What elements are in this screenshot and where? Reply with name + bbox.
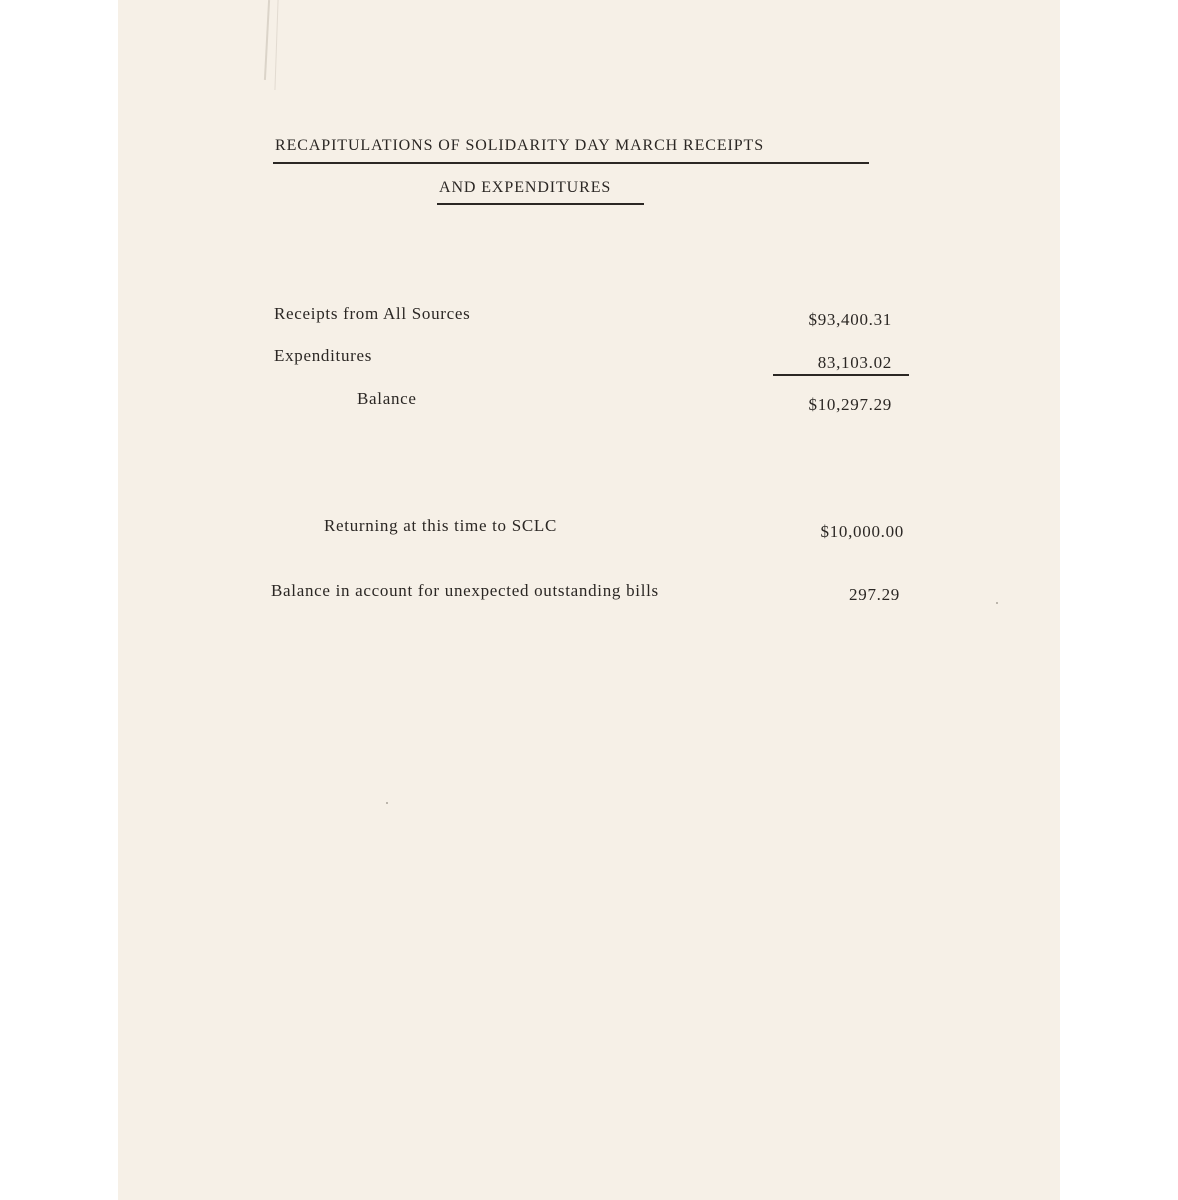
expenditures-label: Expenditures xyxy=(274,346,373,365)
balance-amount: $10,297.29 xyxy=(808,395,892,414)
returning-amount: $10,000.00 xyxy=(820,522,904,541)
returning-label: Returning at this time to SCLC xyxy=(324,516,558,535)
title-underline-2 xyxy=(437,203,644,205)
title-line-2: AND EXPENDITURES xyxy=(439,179,612,196)
document-page xyxy=(118,0,1060,1200)
remaining-amount: 297.29 xyxy=(849,585,900,604)
paper-mark xyxy=(264,0,270,80)
title-line-1: RECAPITULATIONS OF SOLIDARITY DAY MARCH RECEIPTS xyxy=(275,137,765,154)
paper-speck xyxy=(996,602,998,604)
expenditures-amount: 83,103.02 xyxy=(817,353,892,372)
title-underline-1 xyxy=(273,162,869,164)
balance-label: Balance xyxy=(357,389,417,408)
paper-mark xyxy=(274,0,278,90)
total-rule xyxy=(773,374,909,376)
paper-speck xyxy=(386,802,388,804)
remaining-label: Balance in account for unexpected outstanding bills xyxy=(271,581,659,600)
receipts-amount: $93,400.31 xyxy=(808,310,892,329)
receipts-label: Receipts from All Sources xyxy=(274,304,471,323)
